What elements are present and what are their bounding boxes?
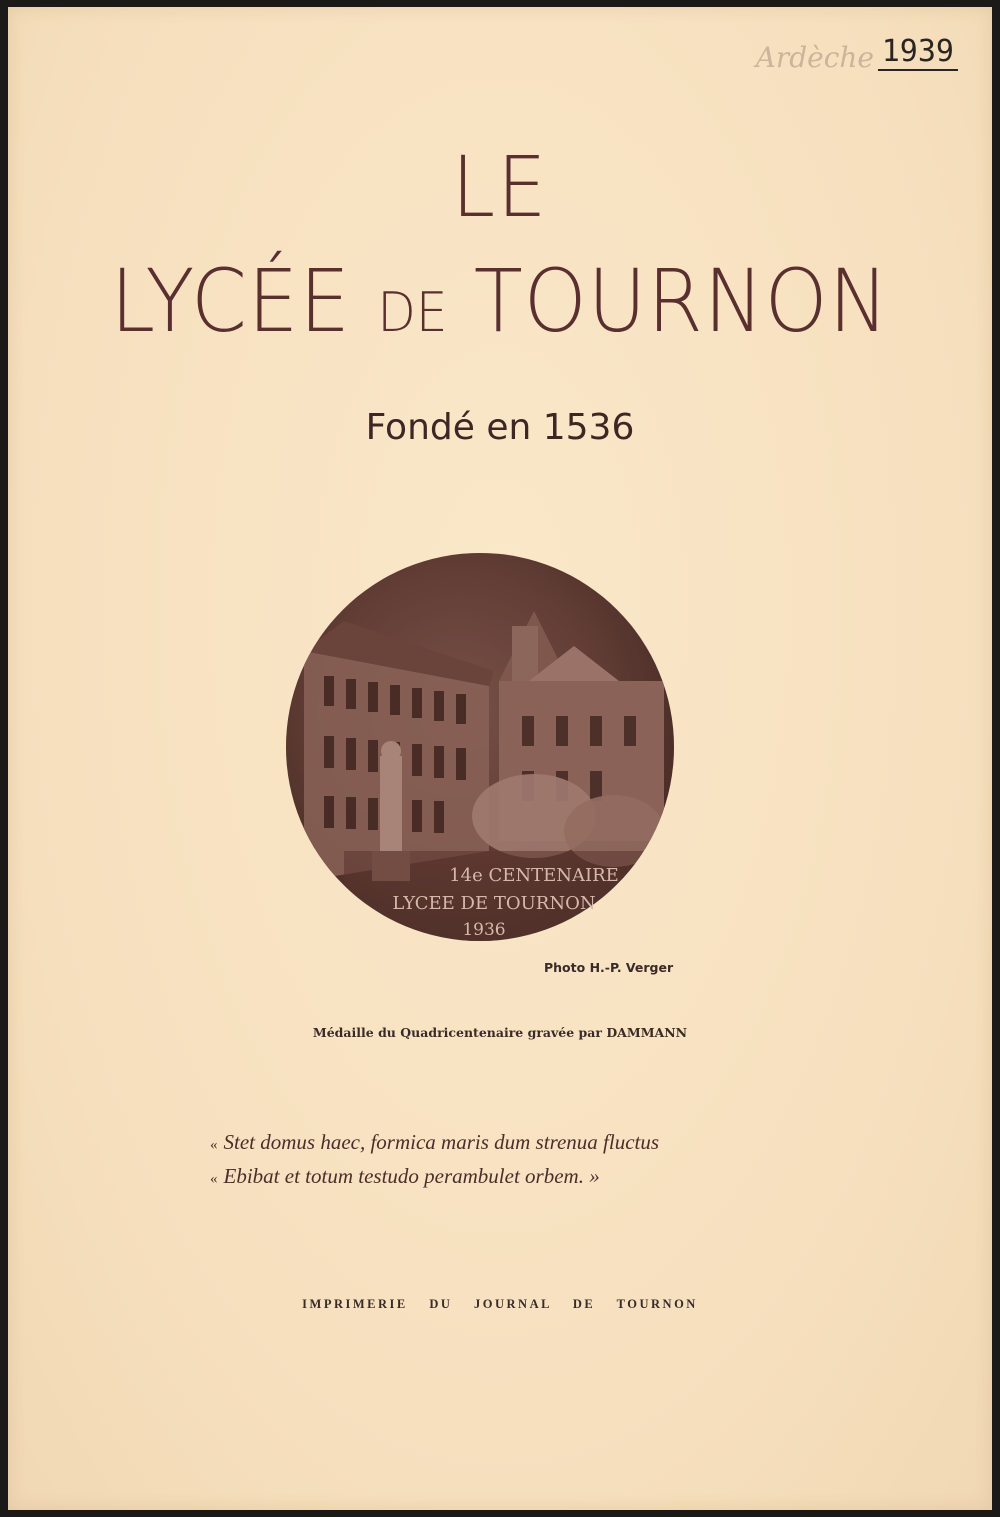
document-page: [8, 7, 992, 1510]
quote-line-1-text: Stet domus haec, formica maris dum strenua fluctus: [223, 1130, 660, 1154]
medal-inscription-line-2: LYCEE DE TOURNON: [392, 893, 596, 914]
printer-imprint: IMPRIMERIE DU JOURNAL DE TOURNON: [302, 1297, 698, 1311]
founded-subtitle: Fondé en 1536: [365, 407, 635, 448]
quote-line-2: [210, 1161, 830, 1195]
photo-credit: Photo H.-P. Verger: [544, 960, 674, 975]
medal-inscription-line-3: 1936: [462, 920, 506, 940]
title-word-tournon: TOURNON: [473, 251, 890, 352]
medal-caption: Médaille du Quadricentenaire gravée par DAMMANN: [312, 1025, 688, 1040]
handwritten-year-annotation: 1939: [878, 37, 958, 71]
quote-open-mark-1: «: [210, 1137, 218, 1153]
church-tower-shape: [512, 626, 538, 686]
quote-open-mark-2: «: [210, 1171, 218, 1187]
quote-line-1: [210, 1127, 830, 1161]
title-line-1: LE: [451, 139, 549, 237]
medal-inscription-line-1: 14e CENTENAIRE: [449, 865, 619, 886]
title-line-2: [8, 251, 992, 352]
latin-quote: [210, 1127, 830, 1195]
title-word-de: DE: [377, 281, 448, 345]
faint-handwritten-annotation: Ardèche: [755, 41, 874, 74]
quote-line-2-text: Ebibat et totum testudo perambulet orbem. »: [223, 1164, 600, 1188]
title-word-lycee: LYCÉE: [110, 251, 351, 352]
commemorative-medal-image: [284, 551, 676, 943]
